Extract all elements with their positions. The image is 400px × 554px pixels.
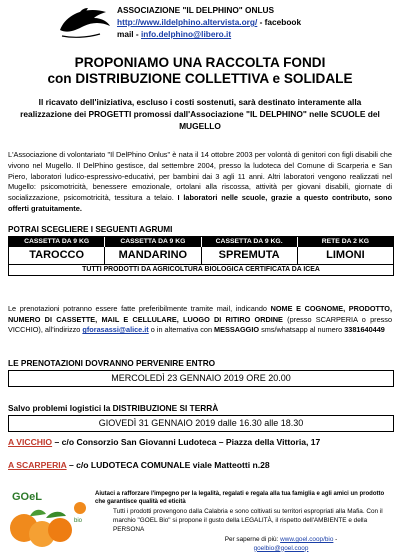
goel-logo-icon [6,488,94,552]
product-header: CASSETTA DA 9 KG. [202,237,298,247]
page-title-line2: con DISTRIBUZIONE COLLETTIVA e SOLIDALE [47,71,353,86]
description-text: L'Associazione di volontariato "Il DelPhino Onlus" è nata il 14 ottobre 2003 per volontà di genitori con figli disabili che vivono nel Mugello. Il DelPhino gestisce, dal settembre 2004, presso la ludoteca del Comune di Scarperia e San Piero, laboratori ludico-espressivo-educativi, per bambini dai 3 agli 11 anni. Altri laboratori vengono realizzati nel Mugello: psicomotricità, benessere emozionale, ortolani alla riscossa, attività per giovani disabili, giornate di socializzazione, psicomotricità, tessitura a telaio. [8,150,392,203]
website-link[interactable]: http://www.ildelphino.altervista.org/ [117,17,258,27]
goel-appeal: Aiutaci a rafforzare l'impegno per la legalità, regalati e regala alla tua famiglia e agli amici un prodotto che garantisce qualità ed eticità [95,491,385,505]
goel-website-link[interactable]: www.goel.coop/bio [280,536,334,543]
goel-more-prefix: Per saperne di più: [224,536,281,543]
place-scarperia [8,460,270,470]
product-item: MANDARINO [105,247,201,264]
booking-part1: Le prenotazioni potranno essere fatte preferibilmente tramite mail, indicando [8,304,271,313]
goel-logo-text: GOeL [12,491,42,503]
website-suffix: - facebook [257,17,302,27]
place-detail: – c/o Consorzio San Giovanni Ludoteca – Piazza della Vittoria, 17 [52,437,321,447]
booking-phone: 3381640449 [344,325,385,335]
mail-line [117,28,397,40]
deadline-date: MERCOLEDÌ 23 GENNAIO 2019 ORE 20.00 [8,370,394,387]
booking-part2: (presso SCARPERIA o presso VICCHIO), all'indirizzo [8,314,393,335]
booking-instructions [8,304,392,336]
products-items-row [9,247,393,264]
org-name: ASSOCIAZIONE "IL DELPHINO" ONLUS [117,5,275,15]
mail-link[interactable]: info.delphino@libero.it [140,29,232,39]
goel-email-link[interactable]: goelbio@goel.coop [253,544,309,552]
distribution-date: GIOVEDÌ 31 GENNAIO 2019 dalle 16.30 alle 18.30 [8,415,394,432]
goel-link-sep: - [333,536,338,543]
products-title: POTRAI SCEGLIERE I SEGUENTI AGRUMI [8,225,173,234]
goel-links [196,536,366,553]
header [0,2,400,42]
place-vicchio [8,437,320,447]
products-footer: TUTTI PRODOTTI DA AGRICOLTURA BIOLOGICA CERTIFICATA DA ICEA [9,264,393,275]
product-header: CASSETTA DA 9 KG [105,237,201,247]
place-name: A VICCHIO [8,437,53,447]
place-name: A SCARPERIA [8,460,67,470]
products-header-row [9,237,393,247]
dolphin-logo-icon [56,4,114,42]
booking-bold2: MESSAGGIO [214,325,260,335]
goel-section [0,486,400,554]
distribution-title: Salvo problemi logistici la DISTRIBUZIONE SI TERRÀ [8,403,219,413]
header-text [117,4,397,40]
mail-prefix: mail - [117,29,141,39]
association-description [8,150,392,215]
products-table [8,236,394,276]
description-bold: I laboratori nelle scuole, grazie a questo contributo, sono offerti gratuitamente. [8,193,392,213]
place-detail: – c/o LUDOTECA COMUNALE viale Matteotti n.28 [66,460,270,470]
product-header: RETE DA 2 KG [298,237,393,247]
page-title-line1: PROPONIAMO UNA RACCOLTA FONDI [74,55,326,70]
goel-logo-sub: bio [74,518,83,524]
deadline-title: LE PRENOTAZIONI DOVRANNO PERVENIRE ENTRO [8,358,216,368]
intro-text: Il ricavato dell'iniziativa, escluso i costi sostenuti, sarà destinato interamente alla realizzazione dei PROGETTI promossi dall'Associazione "IL DELPHINO" nelle SCUOLE del MUGELLO [20,97,380,131]
product-item: SPREMUTA [202,247,298,264]
booking-part4: sms/whatsapp al numero [259,325,345,335]
booking-email-link[interactable]: gforasassi@alice.it [82,325,149,335]
product-header: CASSETTA DA 9 KG [9,237,105,247]
product-item: LIMONI [326,249,365,261]
website-line [117,16,397,28]
booking-part3: o in alternativa con [148,325,215,335]
booking-bold1: NOME E COGNOME, PRODOTTO, NUMERO DI CASSETTE, MAIL E CELLULARE, LUOGO DI RITIRO ORDINE [8,304,393,324]
product-item: TAROCCO [9,247,105,264]
goel-description: Tutti i prodotti provengono dalla Calabria e sono coltivati su territori espropriati alla Mafia. Con il marchio "GOEL Bio" si propone il gusto della LEGALITÀ, il rispetto dell'AMBIENTE e della PERSONA [113,508,383,533]
